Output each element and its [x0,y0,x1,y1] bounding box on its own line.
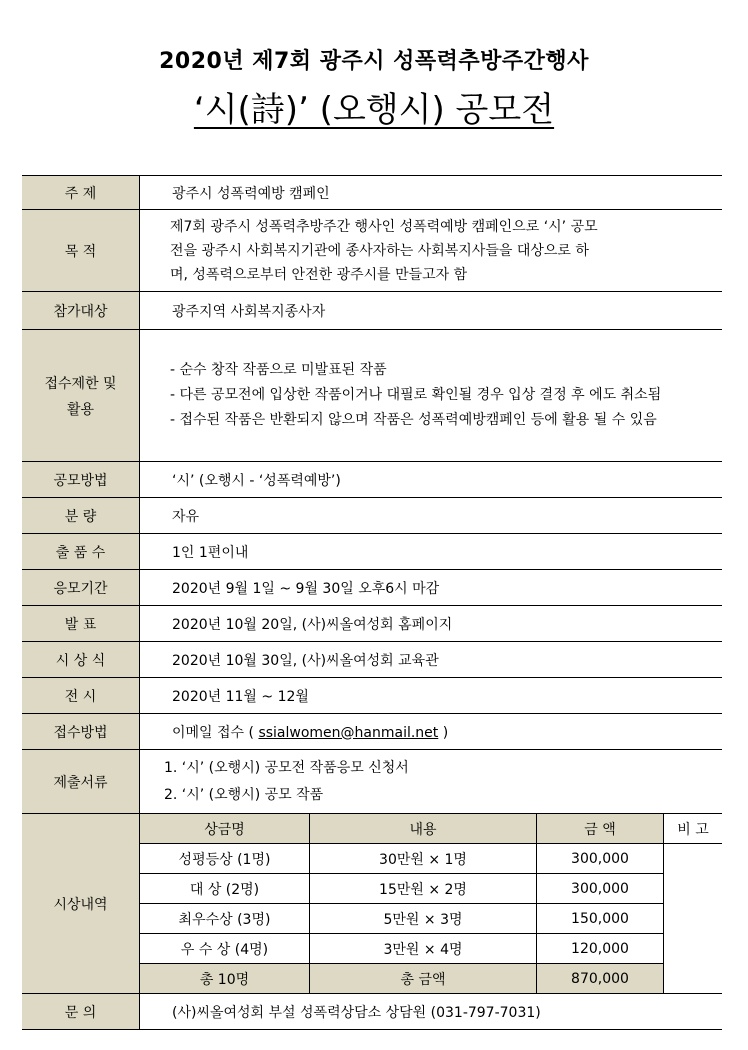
purpose-line: 전을 광주시 사회복지기관에 종사자하는 사회복지사들을 대상으로 하 [170,242,589,259]
awards-row [140,934,722,964]
award-content: 5만원 × 3명 [310,904,537,934]
row-method [22,462,722,498]
award-amount: 300,000 [537,844,664,874]
row-purpose [22,210,722,292]
value-purpose [140,210,723,292]
awards-header-cell: 금 액 [537,814,664,844]
row-topic [22,176,722,210]
awards-row [140,874,722,904]
awards-row [140,904,722,934]
award-note [664,844,723,994]
row-submit [22,714,722,750]
label-period: 응모기간 [22,570,140,606]
value-target: 광주지역 사회복지종사자 [140,292,723,330]
value-announce: 2020년 10월 20일, (사)씨올여성회 홈페이지 [140,606,723,642]
label-target: 참가대상 [22,292,140,330]
title-line-1: 2020년 제7회 광주시 성폭력추방주간행사 [159,49,589,74]
restrict-item: - 접수된 작품은 반환되지 않으며 작품은 성폭력예방캠페인 등에 활용 될 수 있음 [170,412,657,428]
purpose-line: 며, 성폭력으로부터 안전한 광주시를 만들고자 함 [170,266,468,283]
value-submit [140,714,723,750]
award-content: 30만원 × 1명 [310,844,537,874]
award-amount: 120,000 [537,934,664,964]
award-name: 최우수상 (3명) [140,904,310,934]
award-name: 성평등상 (1명) [140,844,310,874]
awards-header-cell: 상금명 [140,814,310,844]
awards-total-row [140,964,722,994]
row-period [22,570,722,606]
label-announce: 발 표 [22,606,140,642]
award-amount: 150,000 [537,904,664,934]
awards-header-row [140,814,722,844]
label-exhibit: 전 시 [22,678,140,714]
award-total-count: 총 10명 [140,964,310,994]
docs-item: 2. ‘시’ (오행시) 공모 작품 [164,786,324,803]
row-target [22,292,722,330]
row-restrict [22,330,722,462]
label-restrict [22,330,140,462]
value-restrict [140,330,723,462]
award-content: 15만원 × 2명 [310,874,537,904]
value-period: 2020년 9월 1일 ~ 9월 30일 오후6시 마감 [140,570,723,606]
title-line-2-text: ‘시(詩)’ (오행시) 공모전 [193,90,555,130]
value-contact: (사)씨올여성회 부설 성폭력상담소 상담원 (031-797-7031) [140,994,723,1030]
label-submit: 접수방법 [22,714,140,750]
label-awards: 시상내역 [22,814,140,994]
value-docs [140,750,723,814]
submit-suffix: ) [442,724,449,741]
row-length [22,498,722,534]
awards-header-cell: 비 고 [664,814,723,844]
value-ceremony: 2020년 10월 30일, (사)씨올여성회 교육관 [140,642,723,678]
docs-item: 1. ‘시’ (오행시) 공모전 작품응모 신청서 [164,759,409,776]
row-announce [22,606,722,642]
value-length: 자유 [140,498,723,534]
row-exhibit [22,678,722,714]
restrict-item: - 순수 창작 작품으로 미발표된 작품 [170,362,387,378]
award-name: 우 수 상 (4명) [140,934,310,964]
row-count [22,534,722,570]
label-length: 분 량 [22,498,140,534]
contest-info-table [22,175,722,1030]
label-method: 공모방법 [22,462,140,498]
award-amount: 300,000 [537,874,664,904]
submit-prefix: 이메일 접수 ( [172,724,254,741]
label-ceremony: 시 상 식 [22,642,140,678]
purpose-line: 제7회 광주시 성폭력추방주간 행사인 성폭력예방 캠페인으로 ‘시’ 공모 [170,218,598,235]
value-exhibit: 2020년 11월 ~ 12월 [140,678,723,714]
label-docs: 제출서류 [22,750,140,814]
row-contact [22,994,722,1030]
label-count: 출 품 수 [22,534,140,570]
label-restrict-line: 접수제한 및 [44,375,117,392]
value-count: 1인 1편이내 [140,534,723,570]
restrict-item: - 다른 공모전에 입상한 작품이거나 대필로 확인될 경우 입상 결정 후 에도 취소됨 [170,387,662,403]
value-topic: 광주시 성폭력예방 캠페인 [140,176,723,210]
row-docs [22,750,722,814]
row-ceremony [22,642,722,678]
row-awards [22,814,722,994]
label-contact: 문 의 [22,994,140,1030]
label-topic: 주 제 [22,176,140,210]
award-total-amount: 870,000 [537,964,664,994]
award-content: 3만원 × 4명 [310,934,537,964]
award-total-label: 총 금액 [310,964,537,994]
label-restrict-line: 활용 [66,401,95,418]
value-method: ‘시’ (오행시 - ‘성폭력예방’) [140,462,723,498]
awards-row [140,844,722,874]
award-name: 대 상 (2명) [140,874,310,904]
value-awards [140,814,723,994]
awards-table [140,814,722,993]
label-purpose: 목 적 [22,210,140,292]
awards-header-cell: 내용 [310,814,537,844]
title-line-2 [0,82,748,131]
email-link[interactable]: ssialwomen@hanmail.net [258,724,439,741]
